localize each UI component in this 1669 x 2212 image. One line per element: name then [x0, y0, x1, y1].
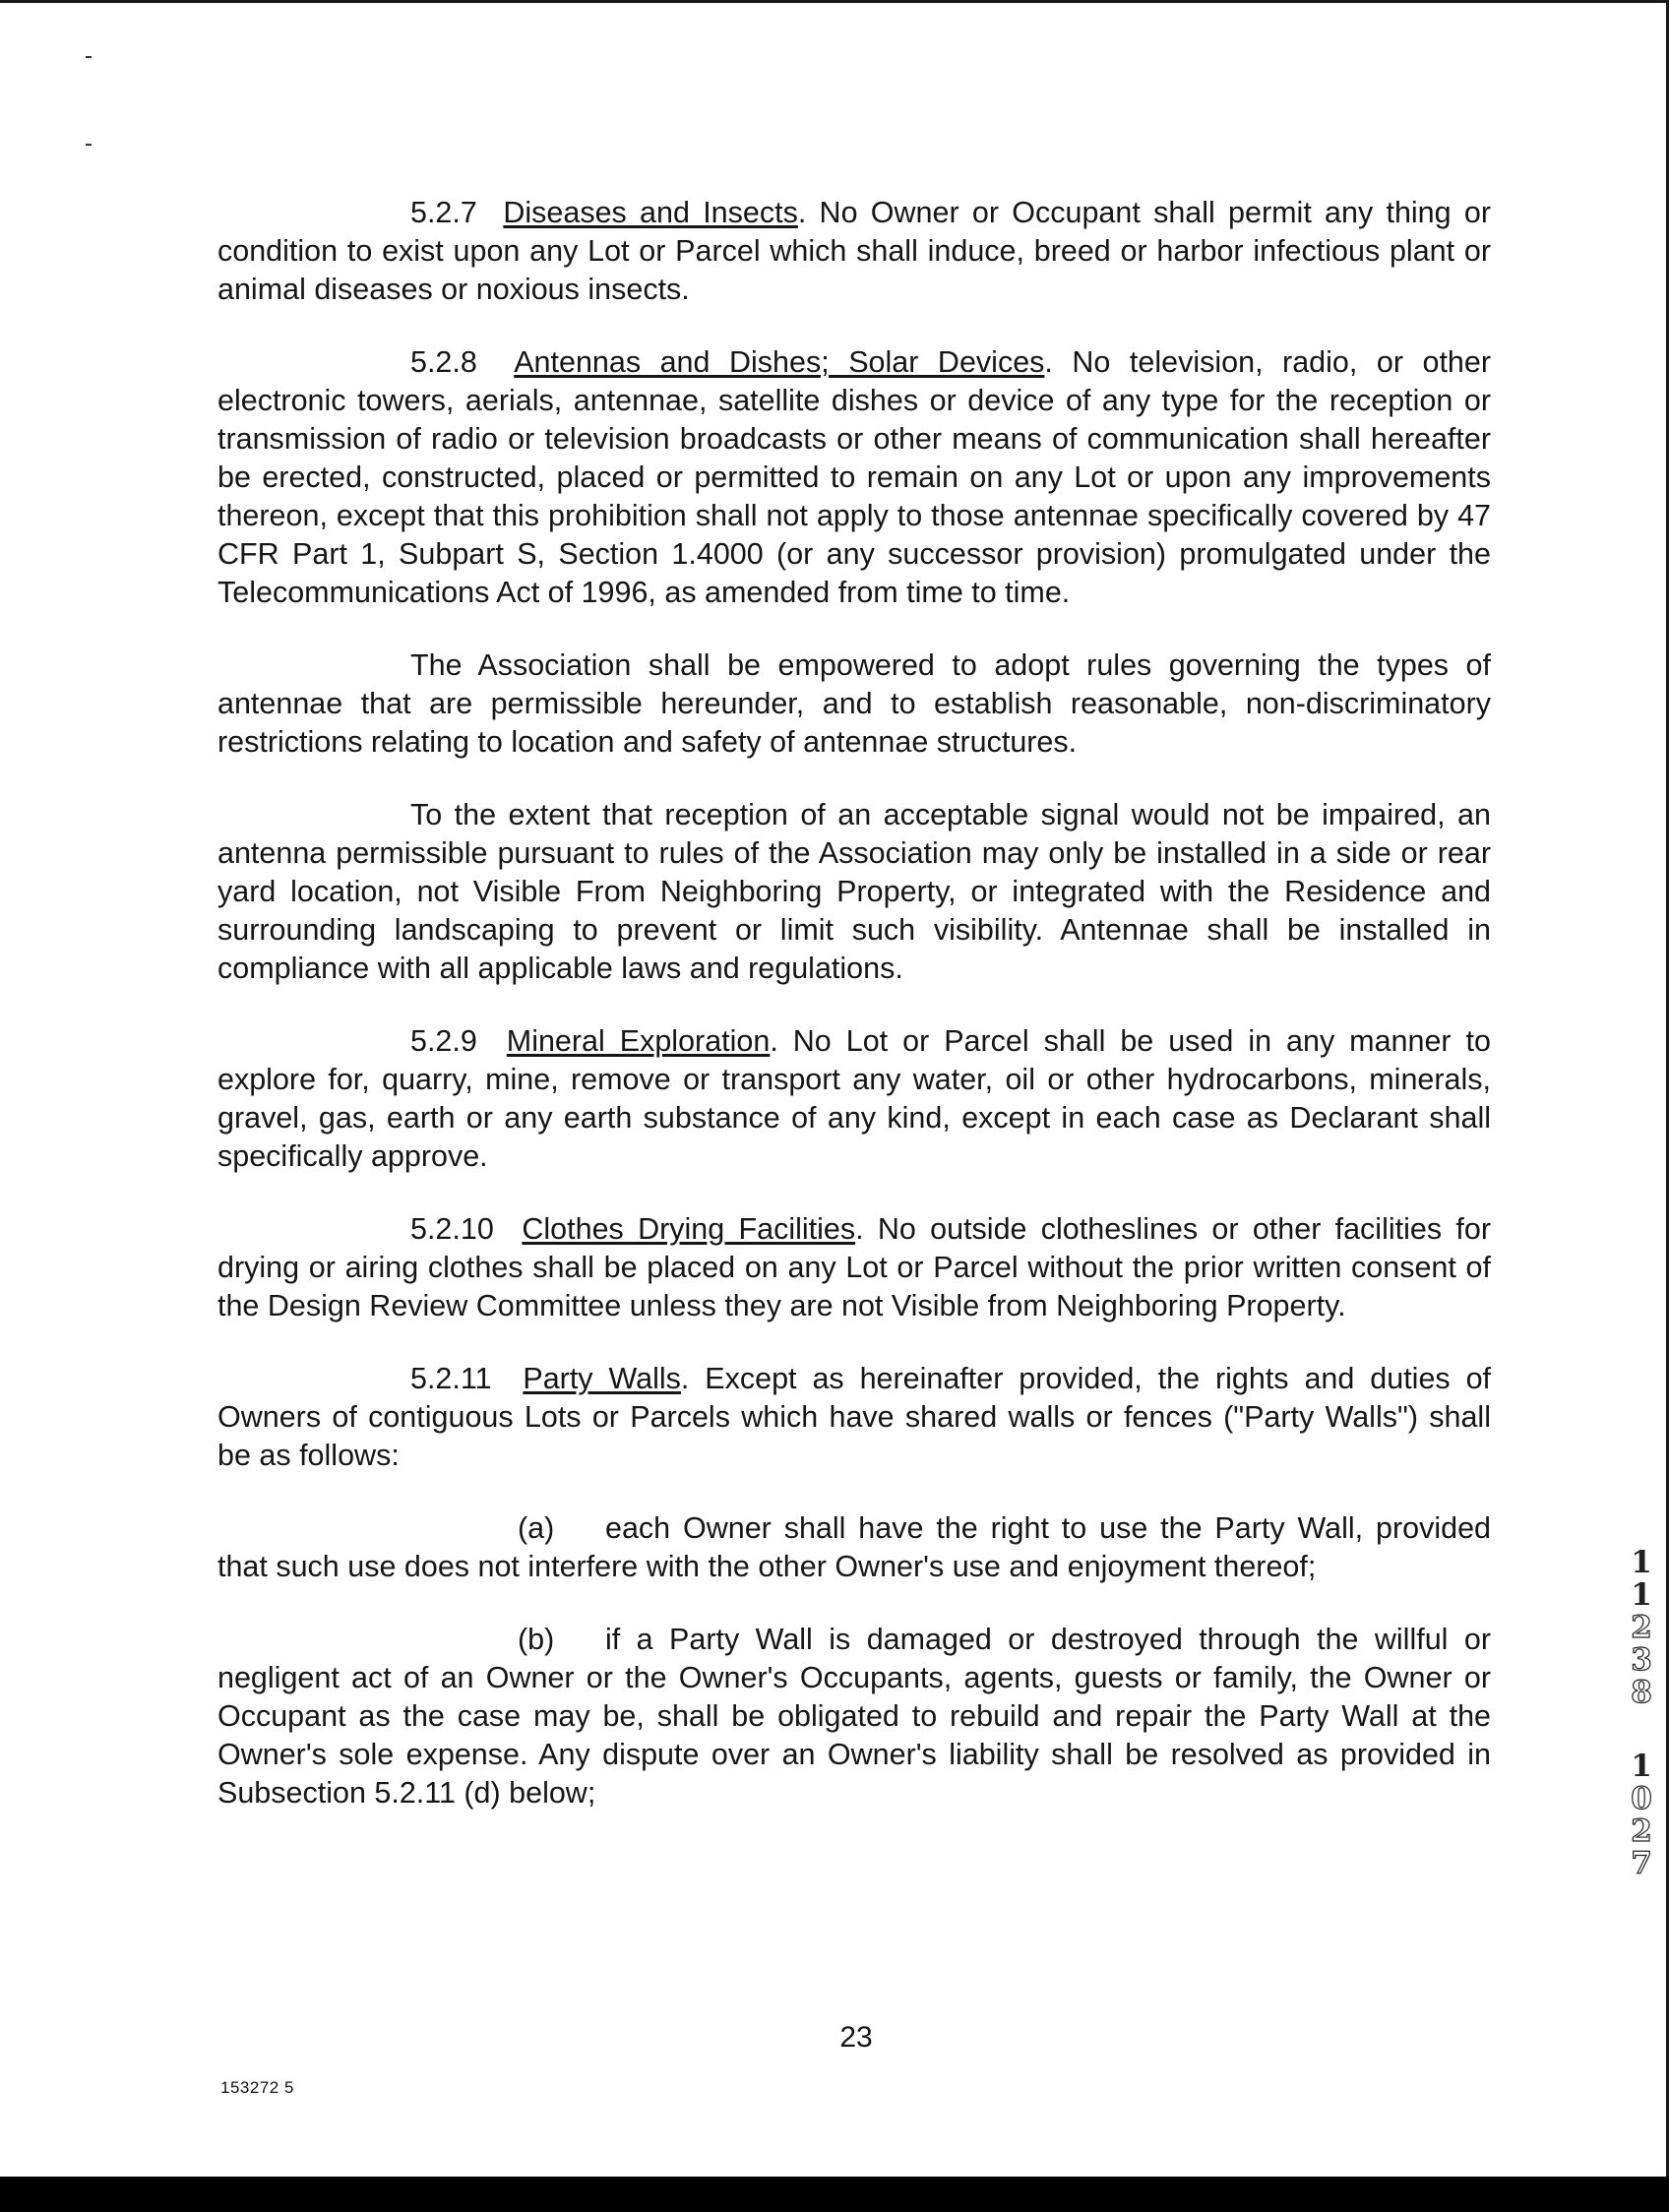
side-stamp-upper — [1625, 1547, 1658, 1709]
document-body — [217, 194, 1491, 1813]
stamp-digit: 8 — [1631, 1675, 1652, 1710]
paragraph-text: The Association shall be empowered to adopt rules governing the types of antennae that are permissible hereunder, and to establish reasonable, non-discriminatory restrictions relating to location and safety of antennae structures. — [217, 648, 1491, 759]
section-number: 5.2.8 — [410, 345, 477, 379]
section-text: . No Owner or Occupant shall permit any thing or condition to exist upon any Lot or Parcel which shall induce, breed or harbor infectious plant or animal diseases or noxious insects. — [217, 196, 1491, 306]
paragraph-text: To the extent that reception of an acceptable signal would not be impaired, an antenna permissible pursuant to rules of the Association may only be installed in a side or rear yard location, not Visible From Neighboring Property, or integrated with the Residence and surrounding landscaping to prevent or limit such visibility. Antennae shall be installed in compliance with all applicable laws and regulations. — [217, 798, 1491, 985]
section-number: 5.2.10 — [410, 1212, 494, 1246]
stamp-digit: 0 — [1631, 1781, 1652, 1816]
section-5-2-10 — [217, 1210, 1491, 1325]
section-5-2-7 — [217, 194, 1491, 309]
subsection-text: each Owner shall have the right to use the Party Wall, provided that such use does not interfere with the other Owner's use and enjoyment thereof; — [217, 1511, 1491, 1583]
stamp-digit: 1 — [1631, 1577, 1652, 1613]
antenna-placement-paragraph — [217, 796, 1491, 988]
section-number: 5.2.11 — [410, 1362, 492, 1395]
subsection-label: (a) — [518, 1511, 555, 1545]
scan-speck — [86, 144, 92, 146]
page-number: 23 — [839, 2021, 873, 2054]
side-stamp-lower — [1625, 1751, 1658, 1880]
scan-bottom-edge — [0, 2177, 1669, 2212]
subsection-text: if a Party Wall is damaged or destroyed through the willful or negligent act of an Owner or the Owner's Occupants, agents, guests or family, the Owner or Occupant as the case may be, shall be obligated to rebuild and repair the Party Wall at the Owner's sole expense. Any dispute over an Owner's liability shall be resolved as provided in Subsection 5.2.11 (d) below; — [217, 1623, 1491, 1810]
section-5-2-9 — [217, 1022, 1491, 1176]
subsection-a — [217, 1509, 1491, 1586]
section-heading: Diseases and Insects — [503, 196, 798, 229]
section-text: . No Lot or Parcel shall be used in any manner to explore for, quarry, mine, remove or transport any water, oil or other hydrocarbons, minerals, gravel, gas, earth or any earth substance of any kind, except in each case as Declarant shall specifically approve. — [217, 1024, 1491, 1173]
section-heading: Mineral Exploration — [506, 1024, 771, 1058]
stamp-digit: 1 — [1631, 1545, 1652, 1580]
section-heading: Party Walls — [523, 1362, 681, 1395]
subsection-label: (b) — [518, 1623, 555, 1656]
stamp-digit: 2 — [1631, 1813, 1652, 1849]
section-text: . Except as hereinafter provided, the rights and duties of Owners of contiguous Lots or Parcels which have shared walls or fences ("Party Walls") shall be as follows: — [217, 1362, 1492, 1472]
section-5-2-11 — [217, 1360, 1491, 1475]
antenna-rules-paragraph — [217, 646, 1491, 762]
stamp-digit: 1 — [1631, 1749, 1652, 1784]
stamp-digit: 7 — [1631, 1846, 1652, 1881]
scan-top-edge — [0, 0, 1669, 3]
stamp-digit: 3 — [1631, 1642, 1652, 1678]
section-number: 5.2.9 — [410, 1024, 477, 1058]
section-5-2-8 — [217, 343, 1491, 612]
subsection-b — [217, 1621, 1491, 1813]
section-text: . No television, radio, or other electronic towers, aerials, antennae, satellite dishes or device of any type for the reception or transmission of radio or television broadcasts or other means of communication shall hereafter be erected, constructed, placed or permitted to remain on any Lot or upon any improvements thereon, except that this prohibition shall not apply to those antennae specifically covered by 47 CFR Part 1, Subpart S, Section 1.4000 (or any successor provision) promulgated under the Telecommunications Act of 1996, as amended from time to time. — [217, 345, 1492, 609]
document-id: 153272 5 — [220, 2078, 294, 2097]
section-heading: Antennas and Dishes; Solar Devices — [514, 345, 1045, 379]
section-text: . No outside clotheslines or other facilities for drying or airing clothes shall be placed on any Lot or Parcel without the prior written consent of the Design Review Committee unless they are not Visible from Neighboring Property. — [217, 1212, 1491, 1322]
scan-speck — [86, 56, 92, 58]
stamp-digit: 2 — [1631, 1610, 1652, 1645]
section-heading: Clothes Drying Facilities — [522, 1212, 856, 1246]
section-number: 5.2.7 — [410, 196, 477, 229]
